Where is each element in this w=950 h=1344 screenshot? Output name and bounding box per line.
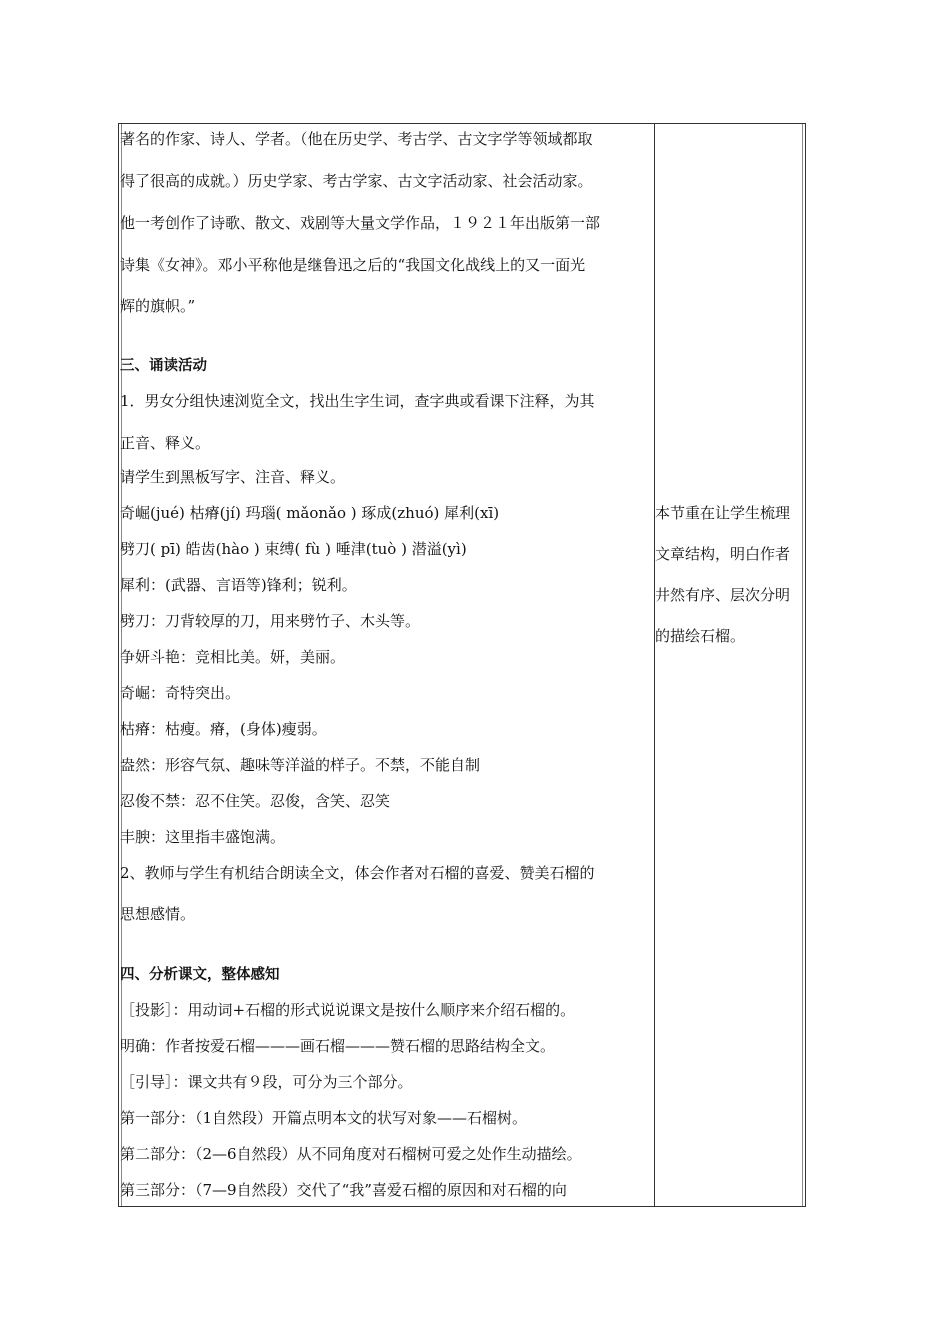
- text-line: 请学生到黑板写字、注音、释义。: [120, 468, 346, 486]
- text-line: 著名的作家、诗人、学者。（他在历史学、考古学、古文字学等领域都取: [120, 130, 593, 148]
- text-line: ［投影］：用动词+石榴的形式说说课文是按什么顺序来介绍石榴的。: [120, 1001, 576, 1019]
- text-line: 第一部分：（1自然段）开篇点明本文的状写对象——石榴树。: [120, 1109, 528, 1127]
- text-line: 诗集《女神》。邓小平称他是继鲁迅之后的“我国文化战线上的又一面光: [120, 256, 586, 274]
- text-line: 思想感情。: [120, 905, 196, 923]
- note-line: 本节重在让学生梳理: [655, 504, 791, 522]
- text-line: 得了很高的成就。）历史学家、考古学家、古文字活动家、社会活动家。: [120, 172, 593, 190]
- text-line: 辉的旗帜。”: [120, 297, 196, 315]
- note-line: 文章结构，明白作者: [655, 545, 791, 563]
- text-line: 丰腴：这里指丰盛饱满。: [120, 828, 286, 846]
- section-heading: 三、诵读活动: [120, 358, 207, 374]
- text-line: 奇崛(jué) 枯瘠(jí) 玛瑙( mǎonǎo ) 琢成(zhuó) 犀利(xī): [120, 504, 500, 522]
- text-line: 2、教师与学生有机结合朗读全文，体会作者对石榴的喜爱、赞美石榴的: [120, 864, 595, 882]
- text-line: 争妍斗艳：竞相比美。妍，美丽。: [120, 648, 346, 666]
- inner-border-right: [802, 124, 803, 1206]
- text-line: 第三部分：（7—9自然段）交代了“我”喜爱石榴的原因和对石榴的向: [120, 1181, 567, 1199]
- text-line: 忍俊不禁：忍不住笑。忍俊，含笑、忍笑: [120, 792, 391, 810]
- text-line: 犀利：(武器、言语等)锋利；锐利。: [120, 576, 357, 594]
- text-line: 劈刀( pī) 皓齿(hào ) 束缚( fù ) 唾津(tuò ) 潜溢(yì): [120, 540, 467, 558]
- note-line: 的描绘石榴。: [655, 627, 746, 645]
- section-heading: 四、分析课文，整体感知: [120, 967, 280, 983]
- text-line: 第二部分：（2—6自然段）从不同角度对石榴树可爱之处作生动描绘。: [120, 1145, 582, 1163]
- text-line: 1．男女分组快速浏览全文，找出生字生词，查字典或看课下注释，为其: [120, 392, 595, 410]
- column-divider: [654, 124, 655, 1206]
- note-line: 井然有序、层次分明: [655, 586, 791, 604]
- text-line: 盎然：形容气氛、趣味等洋溢的样子。不禁，不能自制: [120, 756, 481, 774]
- text-line: 正音、释义。: [120, 434, 211, 452]
- text-line: ［引导］：课文共有９段，可分为三个部分。: [120, 1073, 413, 1091]
- text-line: 奇崛：奇特突出。: [120, 684, 241, 702]
- text-line: 劈刀：刀背较厚的刀，用来劈竹子、木头等。: [120, 612, 421, 630]
- text-line: 枯瘠：枯瘦。瘠，(身体)瘦弱。: [120, 720, 327, 738]
- text-line: 他一考创作了诗歌、散文、戏剧等大量文学作品，１９２１年出版第一部: [120, 214, 601, 232]
- text-line: 明确：作者按爱石榴———画石榴———赞石榴的思路结构全文。: [120, 1037, 556, 1055]
